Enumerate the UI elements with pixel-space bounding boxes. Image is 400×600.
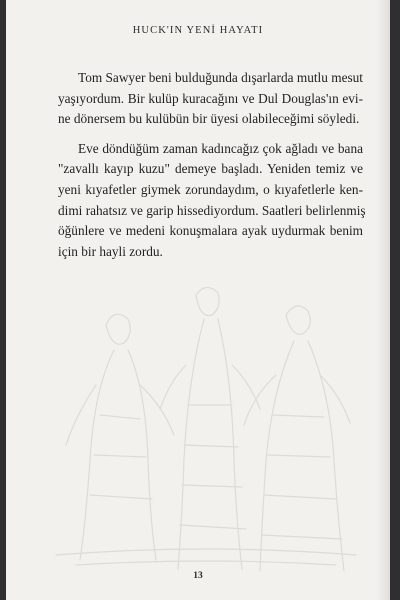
paragraph [58, 139, 366, 263]
text-line: için bir hayli zordu. [58, 243, 163, 259]
paragraph-gap [58, 130, 363, 139]
text-line: ne dönersem bu kulübün bir üyesi olabileceğimi söyledi. [58, 111, 360, 127]
text-line: yaşıyordum. Bir kulüp kuracağını ve Dul Douglas'ın evi- [58, 90, 363, 106]
running-head: HUCK'IN YENİ HAYATI [132, 25, 264, 36]
text-line: yeni kıyafetler giymek zorundaydım, o kıyafetlerle ken- [58, 181, 363, 197]
text-line: Tom Sawyer beni bulduğunda dışarlarda mutlu mesut [78, 70, 363, 85]
text-line: dimi rahatsız ve garip hissediyordum. Saatleri belirlenmiş [58, 202, 366, 218]
page-number: 13 [193, 571, 203, 581]
book-page [6, 0, 390, 600]
body-text [58, 68, 366, 262]
gutter-shadow [376, 0, 390, 600]
text-line: Eve döndüğüm zaman kadıncağız çok ağladı ve bana [78, 140, 363, 156]
faded-background-illustration [36, 255, 366, 575]
text-line: öğünlere ve medeni konuşmalara ayak uydurmak benim [58, 223, 363, 239]
paragraph [58, 68, 363, 130]
text-line: "zavallı kayıp kuzu" demeye başladı. Yeniden temiz ve [58, 161, 363, 177]
